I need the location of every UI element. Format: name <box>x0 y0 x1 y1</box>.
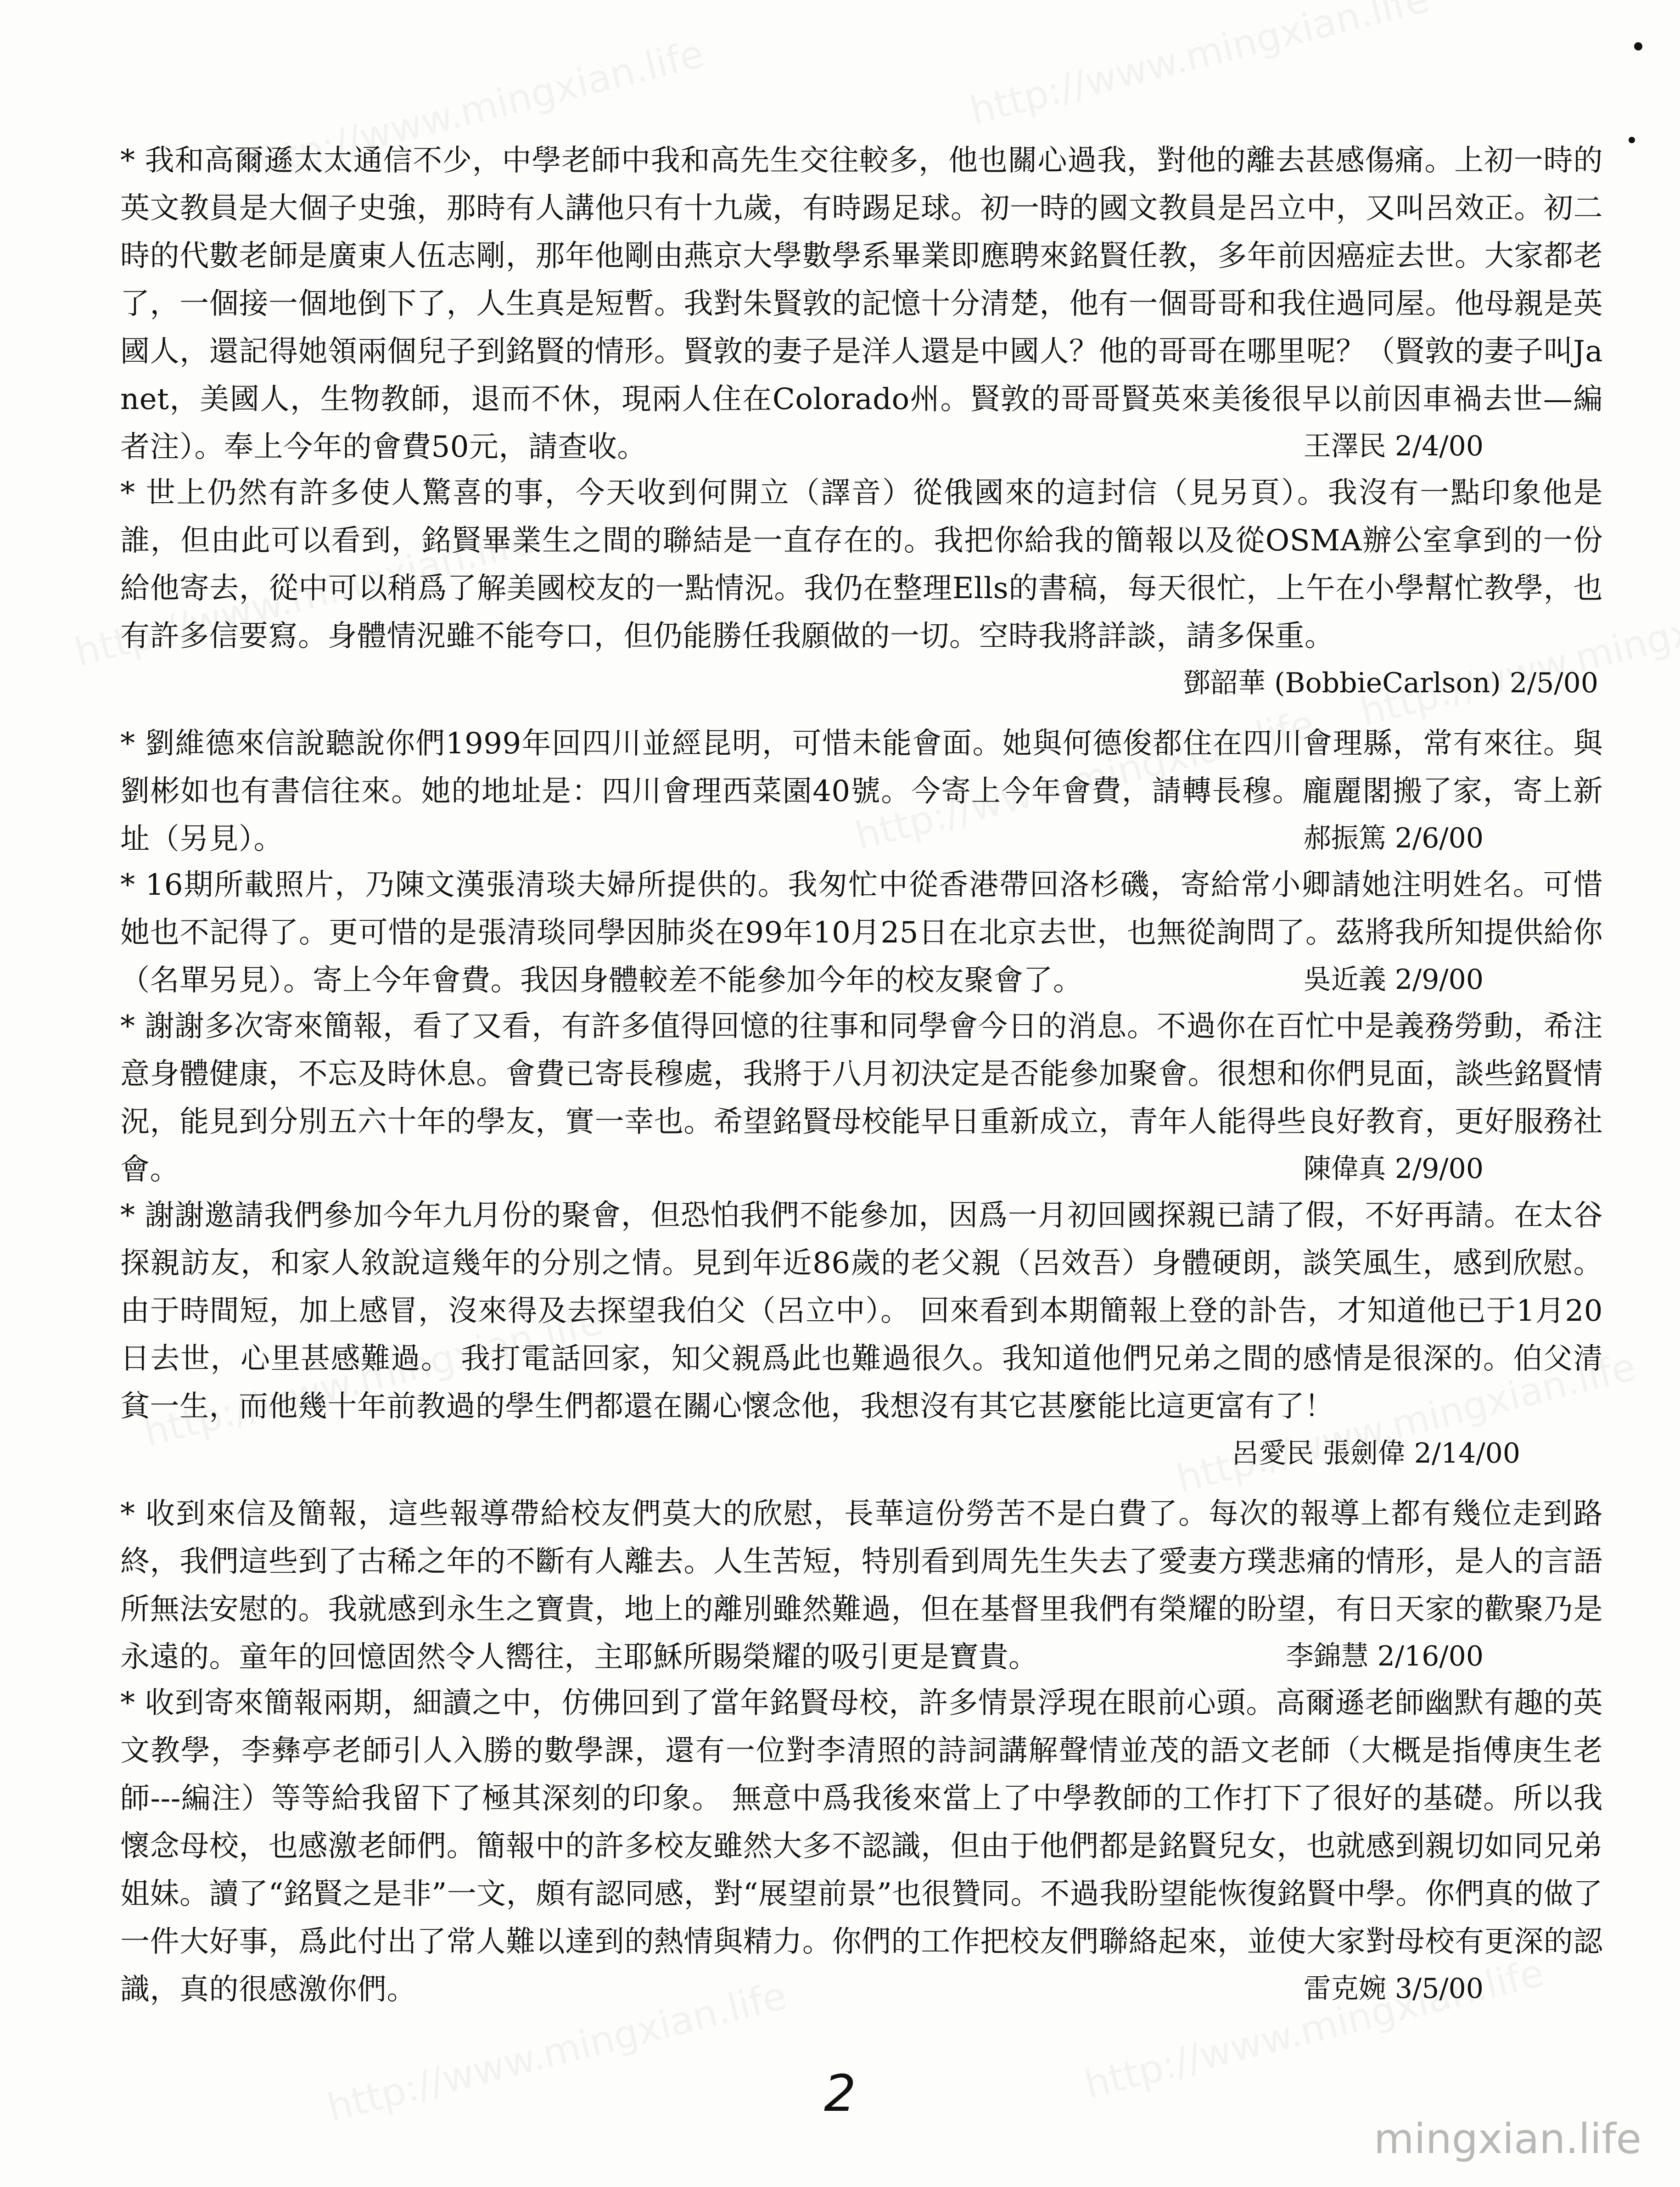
letter-signature: 李錦慧 2/16/00 <box>1286 1640 1484 1672</box>
letter-signature: 吳近義 2/9/00 <box>1303 964 1484 996</box>
letter-item <box>120 1679 1603 2012</box>
letter-signature: 鄧韶華 (BobbieCarlson) 2/5/00 <box>1183 667 1598 699</box>
watermark <box>965 0 1434 134</box>
letter-signature: 王澤民 2/4/00 <box>1303 430 1484 462</box>
letter-signature: 雷克婉 3/5/00 <box>1303 1973 1484 2005</box>
letter-body: * 16期所載照片，乃陳文漢張清琰夫婦所提供的。我匆忙中從香港帶回洛杉磯，寄給常小卿請她注明姓名。可惜她也不記得了。更可惜的是張清琰同學因肺炎在99年10月25日在北京去世，也無從詢問了。茲將我所知提供給你（名單另見）。寄上今年會費。我因身體較差不能參加今年的校友聚會了。 <box>120 868 1603 998</box>
letter-signature: 郝振篤 2/6/00 <box>1303 822 1484 854</box>
letter-item <box>120 720 1603 861</box>
letter-body: * 謝謝邀請我們參加今年九月份的聚會，但恐怕我們不能參加，因爲一月初回國探親已請了假，不好再請。在太谷探親訪友，和家人敘說這幾年的分別之情。見到年近86歲的老父親（呂效吾）身體硬朗，談笑風生，感到欣慰。由于時間短，加上感冒，沒來得及去探望我伯父（呂立中）。 回來看到本期簡報上登的訃告，才知道他已于1月20日去世，心里甚感難過。 我打電話回家，知父親爲此也難過很久。我知道他們兄弟之間的感情是很深的。伯父清貧一生，而他幾十年前教過的學生們都還在關心懷念他，我想沒有其它甚麼能比這更富有了！ <box>120 1199 1603 1424</box>
letter-item <box>120 1192 1603 1476</box>
letter-body: * 世上仍然有許多使人驚喜的事，今天收到何開立（譯音）從俄國來的這封信（見另頁）。我沒有一點印象他是誰，但由此可以看到，銘賢畢業生之間的聯結是一直存在的。我把你給我的簡報以及從OSMA辦公室拿到的一份給他寄去，從中可以稍爲了解美國校友的一點情況。我仍在整理Ells的書稿，每天很忙，上午在小學幫忙教學，也有許多信要寫。身體情況雖不能夸口，但仍能勝任我願做的一切。空時我將詳談，請多保重。 <box>120 476 1603 653</box>
letter-item <box>120 1490 1603 1679</box>
scan-speck <box>1634 42 1642 50</box>
letter-body: * 謝謝多次寄來簡報，看了又看，有許多值得回憶的往事和同學會今日的消息。不過你在百忙中是義務勞動，希注意身體健康，不忘及時休息。會費已寄長穆處，我將于八月初決定是否能參加聚會。很想和你們見面，談些銘賢情況，能見到分別五六十年的學友，實一幸也。希望銘賢母校能早日重新成立，青年人能得些良好教育，更好服務社會。 <box>120 1009 1603 1187</box>
letter-body: * 劉維德來信說聽說你們1999年回四川並經昆明，可惜未能會面。她與何德俊都住在四川會理縣，常有來往。與劉彬如也有書信往來。她的地址是：四川會理西菜園40號。今寄上今年會費，請轉長穆。龐麗閣搬了家，寄上新址（另見）。 <box>120 727 1603 856</box>
page-number: 2 <box>824 2064 856 2123</box>
letter-signature: 呂愛民 張劍偉 2/14/00 <box>1231 1437 1520 1469</box>
letters-column <box>120 137 1603 2012</box>
letter-body: * 收到寄來簡報兩期，細讀之中，仿佛回到了當年銘賢母校，許多情景浮現在眼前心頭。高爾遜老師幽默有趣的英文教學，李彝亭老師引人入勝的數學課，還有一位對李清照的詩詞講解聲情並茂的語文老師（大概是指傅庚生老師---編注）等等給我留下了極其深刻的印象。 無意中爲我後來當上了中學教師的工作打下了很好的基礎。所以我懷念母校，也感激老師們。簡報中的許多校友雖然大多不認識，但由于他們都是銘賢兒女，也就感到親切如同兄弟姐妹。讀了“銘賢之是非”一文，頗有認同感，對“展望前景”也很贊同。不過我盼望能恢復銘賢中學。你們真的做了一件大好事，爲此付出了常人難以達到的熱情與精力。你們的工作把校友們聯絡起來，並使大家對母校有更深的認識，真的很感激你們。 <box>120 1686 1603 2007</box>
letter-item <box>120 861 1603 1003</box>
letter-item <box>120 469 1603 706</box>
site-watermark: mingxian.life <box>1374 2115 1641 2163</box>
letter-body: * 收到來信及簡報，這些報導帶給校友們莫大的欣慰，長華這份勞苦不是白費了。每次的報導上都有幾位走到路終，我們這些到了古稀之年的不斷有人離去。人生苦短，特別看到周先生失去了愛妻方璞悲痛的情形，是人的言語所無法安慰的。我就感到永生之寶貴，地上的離別雖然難過，但在基督里我們有榮耀的盼望，有日天家的歡聚乃是永遠的。童年的回憶固然令人嚮往，主耶穌所賜榮耀的吸引更是寶貴。 <box>120 1497 1603 1674</box>
scan-speck <box>1629 137 1635 143</box>
letter-item <box>120 137 1603 469</box>
letter-body: * 我和高爾遜太太通信不少，中學老師中我和高先生交往較多，他也關心過我，對他的離去甚感傷痛。上初一時的英文教員是大個子史強，那時有人講他只有十九歲，有時踢足球。初一時的國文教員是呂立中，又叫呂效正。初二時的代數老師是廣東人伍志剛，那年他剛由燕京大學數學系畢業即應聘來銘賢任教，多年前因癌症去世。大家都老了，一個接一個地倒下了，人生真是短暫。我對朱賢敦的記憶十分清楚，他有一個哥哥和我住過同屋。他母親是英國人，還記得她領兩個兒子到銘賢的情形。賢敦的妻子是洋人還是中國人？他的哥哥在哪里呢？（賢敦的妻子叫Janet，美國人，生物教師，退而不休，現兩人住在Colorado州。賢敦的哥哥賢英來美後很早以前因車禍去世—編者注）。奉上今年的會費50元，請查收。 <box>120 144 1603 464</box>
letter-item <box>120 1003 1603 1192</box>
letter-signature: 陳偉真 2/9/00 <box>1303 1153 1484 1185</box>
